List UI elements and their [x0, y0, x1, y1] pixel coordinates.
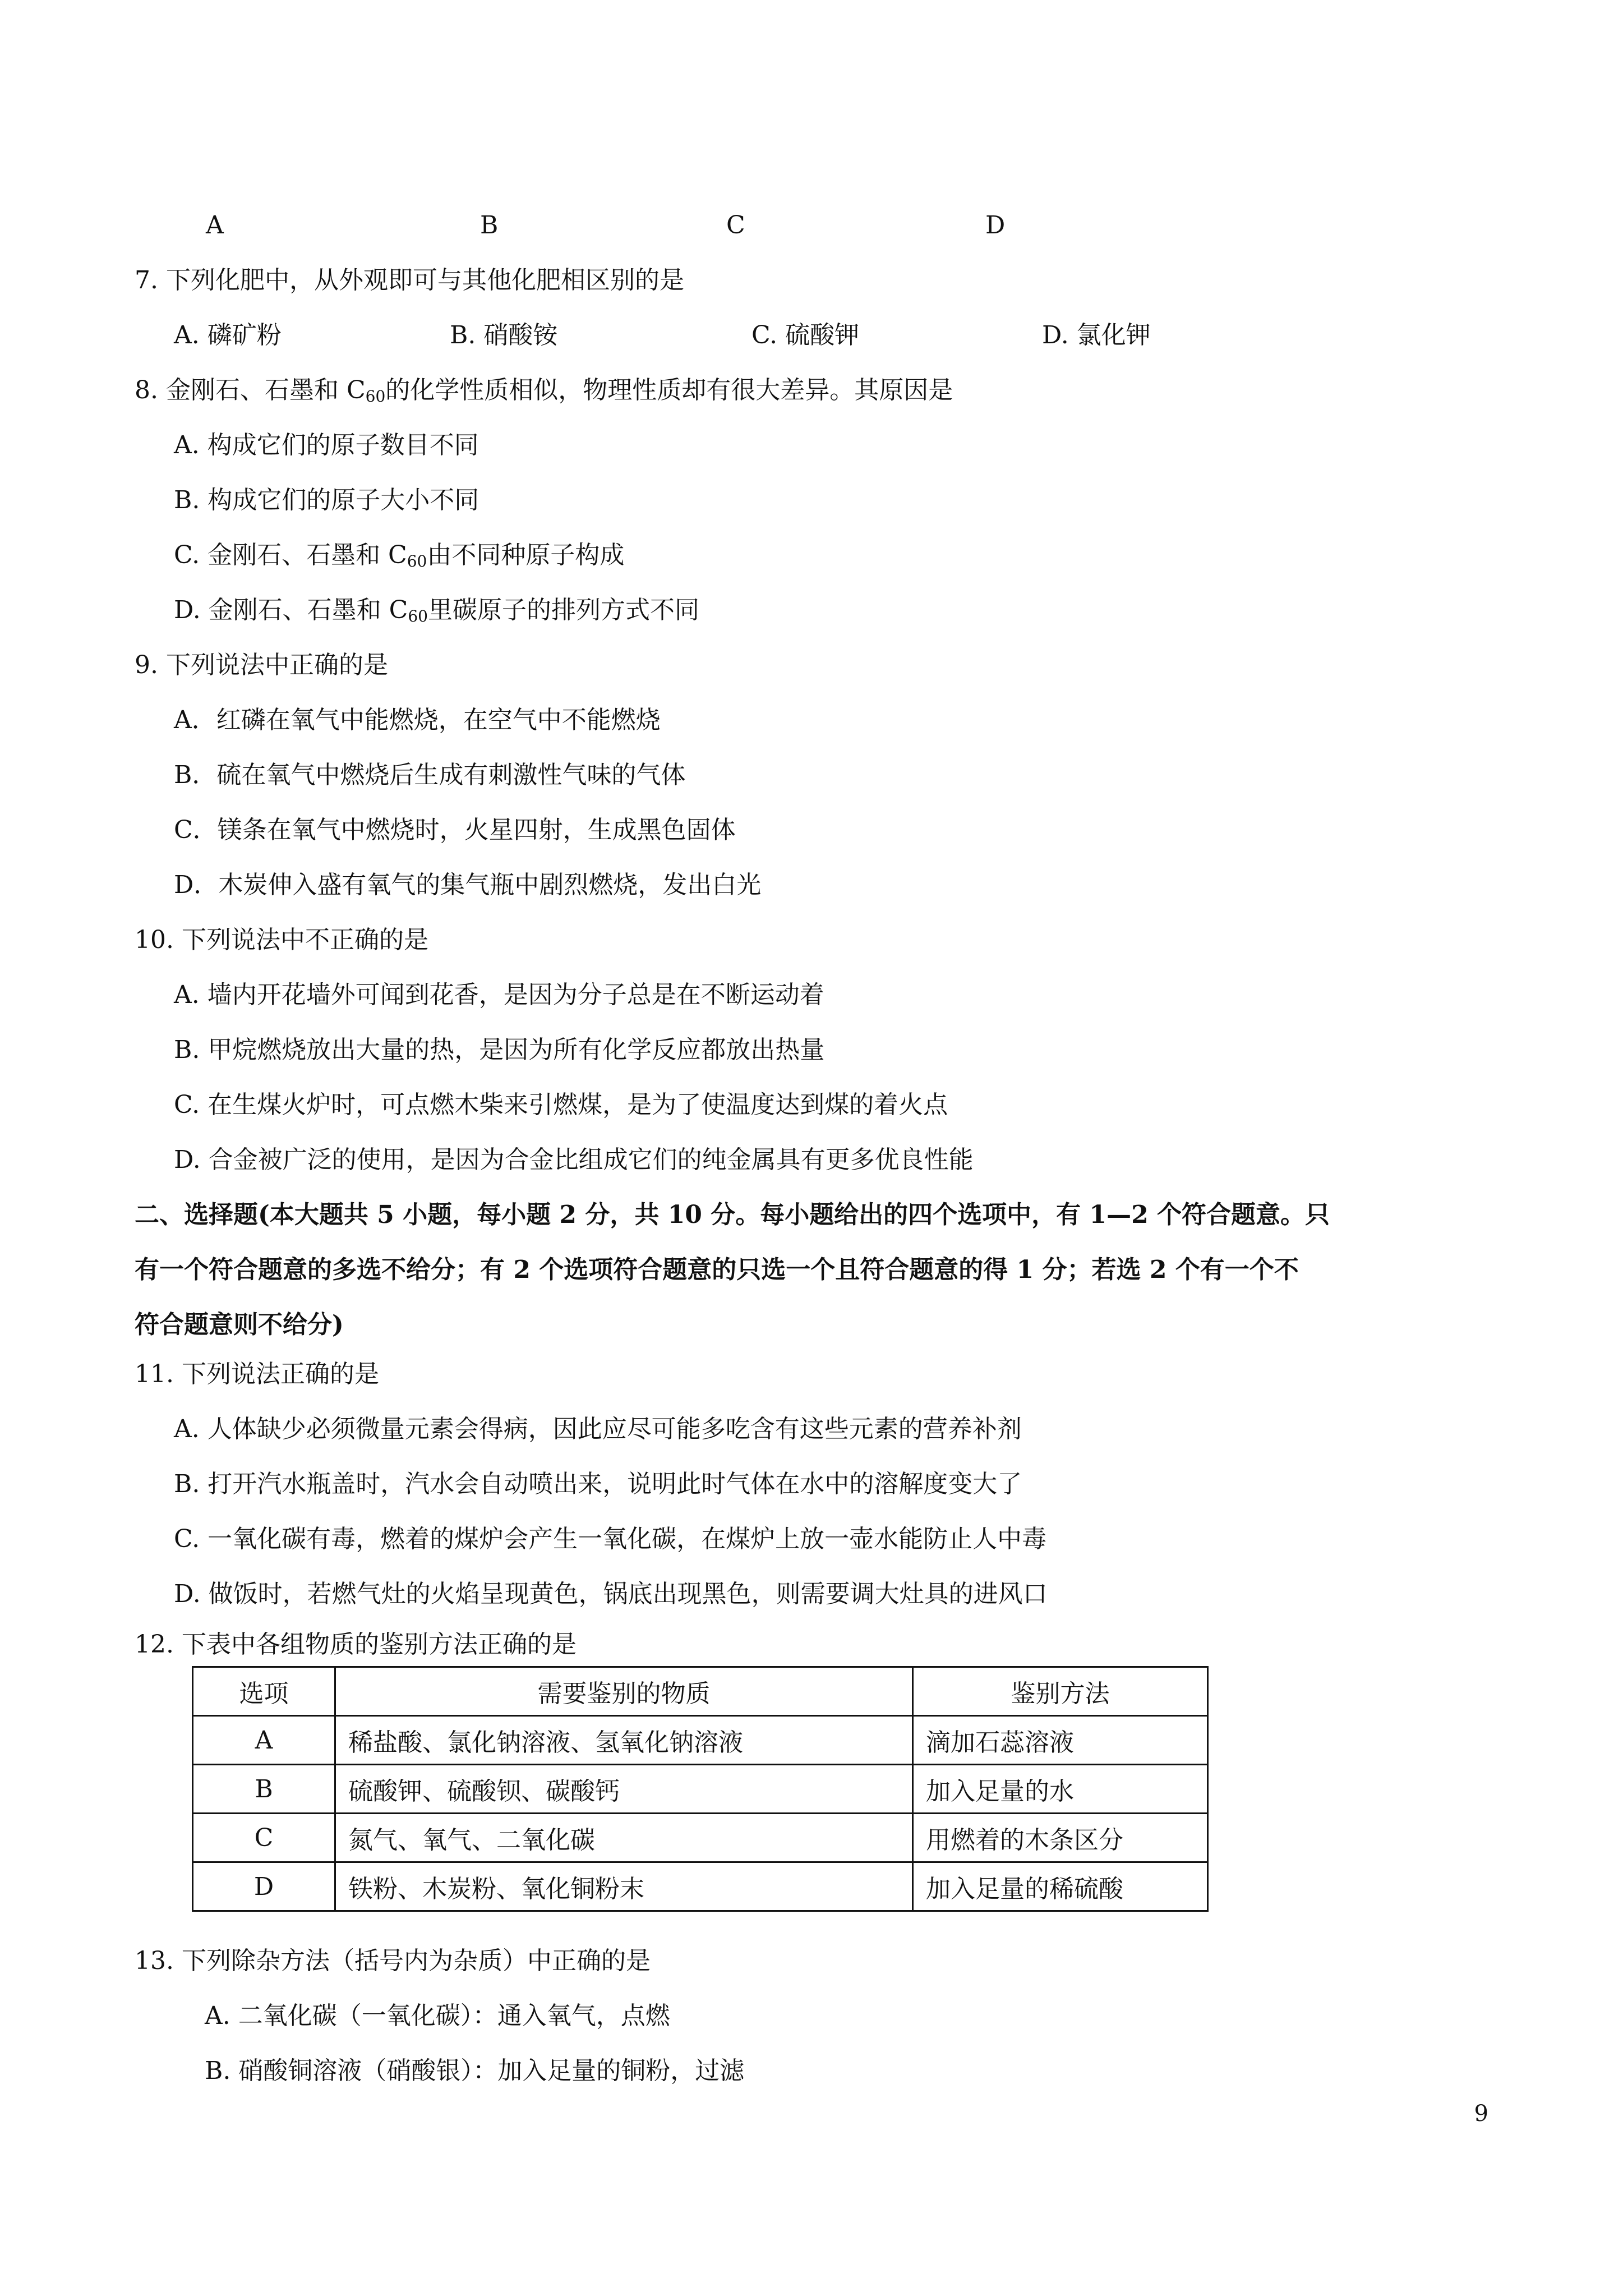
q10-option-b: B. 甲烷燃烧放出大量的热，是因为所有化学反应都放出热量 [174, 1036, 825, 1064]
image-label-b: B [480, 211, 499, 240]
q10-option-a: A. 墙内开花墙外可闻到花香，是因为分子总是在不断运动着 [174, 981, 824, 1009]
q13-option-b: B. 硝酸铜溶液（硝酸银）：加入足量的铜粉，过滤 [205, 2056, 745, 2085]
q8-option-a: A. 构成它们的原子数目不同 [174, 431, 479, 459]
q7-option-b: B. 硝酸铵 [450, 321, 558, 349]
q10-option-d: D. 合金被广泛的使用，是因为合金比组成它们的纯金属具有更多优良性能 [174, 1145, 974, 1174]
table-cell-option: D [193, 1862, 335, 1911]
q8-stem-text-end: 的化学性质相似，物理性质却有很大差异。其原因是 [385, 376, 953, 404]
section2-heading-line-2: 有一个符合题意的多选不给分；有 2 个选项符合题意的只选一个且符合题意的得 1 分；若选 2 个有一个不 [135, 1255, 1299, 1284]
q7-option-c: C. 硫酸钾 [751, 321, 860, 349]
table-header-substances: 需要鉴别的物质 [335, 1667, 913, 1716]
table-row [193, 1765, 1208, 1814]
q11-option-d: D. 做饭时，若燃气灶的火焰呈现黄色，锅底出现黑色，则需要调大灶具的进风口 [174, 1580, 1048, 1608]
table-header-method: 鉴别方法 [913, 1667, 1208, 1716]
image-label-d: D [985, 211, 1006, 240]
q11-option-b: B. 打开汽水瓶盖时，汽水会自动喷出来，说明此时气体在水中的溶解度变大了 [174, 1470, 1022, 1498]
q9-option-c: C．镁条在氧气中燃烧时，火星四射，生成黑色固体 [174, 816, 736, 844]
table-row [193, 1862, 1208, 1911]
q7-option-a: A. 磷矿粉 [174, 321, 282, 349]
table-cell-substances: 硫酸钾、硫酸钡、碳酸钙 [335, 1765, 913, 1814]
q9-option-b: B．硫在氧气中燃烧后生成有刺激性气味的气体 [174, 761, 686, 789]
q8-option-c-text: C. 金刚石、石墨和 C [174, 541, 407, 569]
table-cell-method: 滴加石蕊溶液 [913, 1716, 1208, 1765]
table-cell-option: A [193, 1716, 335, 1765]
table-cell-method: 用燃着的木条区分 [913, 1814, 1208, 1862]
page-number: 9 [1474, 2101, 1488, 2127]
q8-option-d-text: D. 金刚石、石墨和 C [174, 596, 408, 624]
table-cell-substances: 稀盐酸、氯化钠溶液、氢氧化钠溶液 [335, 1716, 913, 1765]
q12-table [192, 1666, 1209, 1912]
q11-stem: 11. 下列说法正确的是 [135, 1360, 379, 1388]
q11-option-a: A. 人体缺少必须微量元素会得病，因此应尽可能多吃含有这些元素的营养补剂 [174, 1415, 1022, 1443]
table-cell-method: 加入足量的水 [913, 1765, 1208, 1814]
table-cell-substances: 氮气、氧气、二氧化碳 [335, 1814, 913, 1862]
q9-stem: 9. 下列说法中正确的是 [135, 651, 388, 679]
table-row [193, 1814, 1208, 1862]
q7-stem: 7. 下列化肥中，从外观即可与其他化肥相区别的是 [135, 266, 684, 295]
table-cell-option: C [193, 1814, 335, 1862]
q13-option-a: A. 二氧化碳（一氧化碳）：通入氧气，点燃 [205, 2001, 670, 2030]
q8-option-b: B. 构成它们的原子大小不同 [174, 486, 479, 514]
section2-heading-line-1: 二、选择题(本大题共 5 小题，每小题 2 分，共 10 分。每小题给出的四个选项中，有 1—2 个符合题意。只 [135, 1200, 1330, 1229]
q10-stem: 10. 下列说法中不正确的是 [135, 926, 428, 954]
q8-option-d-subscript: 60 [408, 607, 428, 625]
table-header-row [193, 1667, 1208, 1716]
q11-option-c: C. 一氧化碳有毒，燃着的煤炉会产生一氧化碳，在煤炉上放一壶水能防止人中毒 [174, 1525, 1047, 1553]
q12-stem: 12. 下表中各组物质的鉴别方法正确的是 [135, 1630, 577, 1659]
table-row [193, 1716, 1208, 1765]
table-cell-option: B [193, 1765, 335, 1814]
q8-option-c-subscript: 60 [407, 552, 427, 570]
q8-stem [135, 374, 953, 407]
q8-stem-subscript: 60 [365, 387, 386, 406]
q8-stem-text: 8. 金刚石、石墨和 C [135, 376, 366, 404]
q9-option-d: D．木炭伸入盛有氧气的集气瓶中剧烈燃烧，发出白光 [174, 871, 762, 899]
q8-option-c-text-end: 由不同种原子构成 [427, 541, 625, 569]
q10-option-c: C. 在生煤火炉时，可点燃木柴来引燃煤，是为了使温度达到煤的着火点 [174, 1091, 948, 1119]
table-header-option: 选项 [193, 1667, 335, 1716]
q8-option-c [174, 539, 624, 572]
q7-option-d: D. 氯化钾 [1042, 321, 1151, 349]
image-label-a: A [206, 211, 224, 240]
q13-stem: 13. 下列除杂方法（括号内为杂质）中正确的是 [135, 1947, 651, 1975]
image-label-c: C [726, 211, 745, 240]
q8-option-d [174, 593, 699, 627]
q8-option-d-text-end: 里碳原子的排列方式不同 [427, 596, 699, 624]
table-cell-substances: 铁粉、木炭粉、氧化铜粉末 [335, 1862, 913, 1911]
table-cell-method: 加入足量的稀硫酸 [913, 1862, 1208, 1911]
section2-heading-line-3: 符合题意则不给分) [135, 1310, 344, 1339]
q9-option-a: A．红磷在氧气中能燃烧，在空气中不能燃烧 [174, 706, 661, 734]
